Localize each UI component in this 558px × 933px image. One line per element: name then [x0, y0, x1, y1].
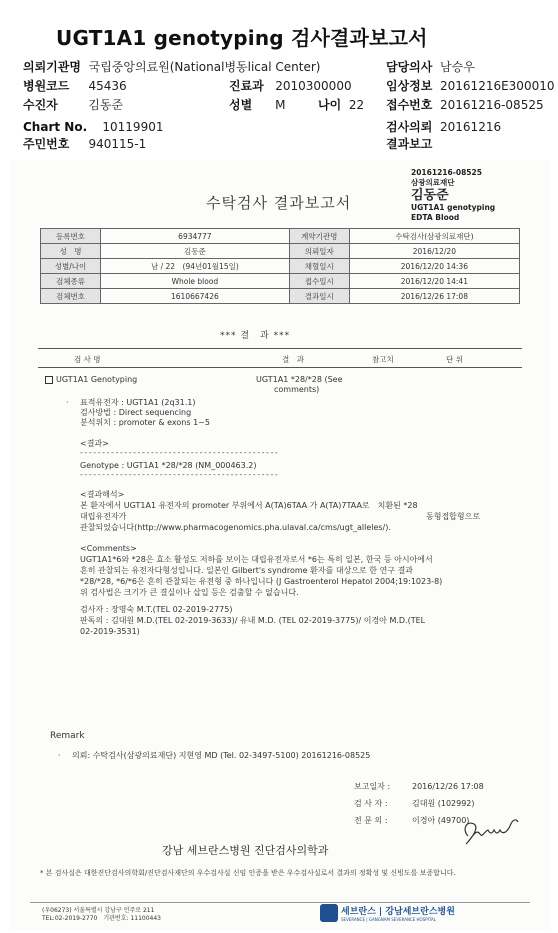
test-checkbox[interactable]	[45, 376, 53, 384]
col-unit: 단 위	[446, 355, 463, 364]
info-label: 검체종류	[41, 274, 101, 289]
info-value: 1610667426	[101, 289, 290, 304]
info-value: Whole blood	[101, 274, 290, 289]
info-label: 계약기관명	[289, 229, 349, 244]
info-label: 의뢰일자	[289, 244, 349, 259]
info-row	[41, 274, 520, 289]
doctor-field: 담당의사 남승우	[386, 60, 475, 74]
test-result-cont: comments)	[274, 385, 320, 394]
remark-label: Remark	[50, 731, 85, 741]
test-method: 검사방법 : Direct sequencing	[80, 408, 192, 417]
info-label: 접수일시	[289, 274, 349, 289]
examiner: 검사자 : 장명숙 M.T.(TEL 02-2019-2775)	[80, 605, 233, 614]
sign-value: 김대원 (102992)	[412, 799, 475, 808]
footer-title: 강남 세브란스병원 진단검사의학과	[162, 844, 329, 857]
sign-value: 2016/12/26 17:08	[412, 782, 484, 791]
report-title: UGT1A1 genotyping 검사결과보고서	[56, 26, 428, 50]
patient-field: 수진자 김동준	[23, 98, 124, 112]
resident-no-field: 주민번호 940115-1	[23, 137, 147, 151]
reader-line: 02-2019-3531)	[80, 627, 140, 636]
receipt-no-field: 접수번호 20161216-08525	[386, 98, 544, 112]
info-value: 2016/12/20 14:36	[349, 259, 519, 274]
exam-request-field: 검사의뢰 20161216	[386, 120, 502, 134]
info-value: 2016/12/20	[349, 244, 519, 259]
age-field: 나이 22	[318, 98, 365, 112]
hospital-code-field: 병원코드 45436	[23, 79, 127, 93]
shield-icon	[320, 904, 338, 922]
comment-line: *28/*28, *6/*6은 흔히 관찰되는 유전형 중 하나입니다 (J Gastroenterol Hepatol 2004;19:1023-8)	[80, 577, 443, 586]
test-result: UGT1A1 *28/*28 (See	[256, 375, 343, 384]
interpretation-line: 동형접합형으로	[426, 512, 481, 521]
clinical-info-field: 임상정보 20161216E300010	[386, 79, 555, 93]
info-value: 2016/12/20 14:41	[349, 274, 519, 289]
divider	[30, 902, 530, 903]
sign-value: 이경아 (49700)	[412, 816, 470, 825]
info-value: 김동준	[101, 244, 290, 259]
chart-no-field: Chart No. 10119901	[23, 120, 164, 134]
analysis-region: 분석위치 : promoter & exons 1~5	[80, 418, 210, 427]
sign-label: 검 사 자 :	[354, 799, 388, 808]
patient-info-table	[40, 228, 520, 304]
address: (우06273) 서울특별시 강남구 언주로 211 TEL:02-2019-2770 기관번호: 11100443	[42, 907, 161, 922]
info-label: 결과일시	[289, 289, 349, 304]
results-heading: *** 결 과 ***	[220, 331, 291, 341]
target-gene: 표적유전자 : UGT1A1 (2q31.1)	[80, 398, 196, 407]
col-reference: 참고치	[372, 355, 394, 364]
sex-field: 성별 M	[229, 98, 286, 112]
specimen-stamp: 20161216-08525 삼광의료재단 김동준 UGT1A1 genotyping EDTA Blood	[411, 168, 496, 222]
reader-line: 판독의 : 김대원 M.D.(TEL 02-2019-3633)/ 유내 M.D. (TEL 02-2019-3775)/ 이경아 M.D.(TEL	[80, 616, 426, 625]
signature-icon	[458, 808, 522, 850]
info-value: 수탁검사(삼광의료재단)	[349, 229, 519, 244]
hospital-logo: 세브란스 | 강남세브란스병원 SEVERANCE | GANGNAM SEVERANCE HOSPITAL	[320, 904, 455, 922]
dash-line: - - - - - - - - - - - - - - - - - - - - - - - - - - - - - - - - - - - - - - - - - - - - -	[80, 470, 278, 479]
info-label: 검체번호	[41, 289, 101, 304]
result-report-field: 결과보고	[386, 137, 433, 151]
info-row	[41, 229, 520, 244]
scanned-report-sheet	[10, 160, 550, 930]
bullet: ·	[66, 398, 69, 407]
info-label: 성 명	[41, 244, 101, 259]
col-test-name: 검 사 명	[74, 355, 101, 364]
sign-label: 전 문 의 :	[354, 816, 388, 825]
divider	[38, 348, 522, 349]
info-row	[41, 244, 520, 259]
comments-label: <Comments>	[80, 544, 137, 553]
comment-line: UGT1A1*6와 *28은 효소 활성도 저하를 보이는 대립유전자로서 *6는 특히 일본, 한국 등 아시아에서	[80, 555, 433, 564]
info-value: 2016/12/26 17:08	[349, 289, 519, 304]
sign-label: 보고일자 :	[354, 782, 391, 791]
dash-line: - - - - - - - - - - - - - - - - - - - - - - - - - - - - - - - - - - - - - - - - - - - - -	[80, 448, 278, 457]
info-label: 성별/나이	[41, 259, 101, 274]
interpretation-label: <결과해석>	[80, 490, 125, 499]
interpretation-line: 관찰되었습니다(http://www.pharmacogenomics.pha.ulaval.ca/cms/ugt_alleles/).	[80, 523, 391, 532]
divider	[38, 367, 522, 368]
sheet-title: 수탁검사 결과보고서	[206, 194, 352, 212]
result-label: <결과>	[80, 439, 109, 448]
comment-line: 위 검사법은 크기가 큰 결실이나 삽입 등은 검출할 수 없습니다.	[80, 588, 299, 597]
remark-text: 의뢰: 수탁검사(삼광의료재단) 지현영 MD (Tel. 02-3497-5100) 20161216-08525	[72, 751, 371, 760]
col-result: 결 과	[282, 355, 304, 364]
info-row	[41, 259, 520, 274]
interpretation-line: 대립유전자가	[80, 512, 127, 521]
bullet: ·	[58, 751, 61, 760]
info-value: 6934777	[101, 229, 290, 244]
institution-field: 의뢰기관명 국립중앙의료원(National병동lical Center)	[23, 60, 321, 74]
info-label: 등록번호	[41, 229, 101, 244]
info-row	[41, 289, 520, 304]
comment-line: 흔히 관찰되는 유전자다형성입니다. 일본인 Gilbert's syndrome 환자를 대상으로 한 연구 결과	[80, 566, 414, 575]
genotype: Genotype : UGT1A1 *28/*28 (NM_000463.2)	[80, 461, 257, 470]
department-field: 진료과 2010300000	[229, 79, 352, 93]
interpretation-line: 본 환자에서 UGT1A1 유전자의 promoter 부위에서 A(TA)6TAA 가 A(TA)7TAA로 치환된 *28	[80, 501, 418, 510]
info-value: 남 / 22 (94년01월15일)	[101, 259, 290, 274]
accreditation-notice: * 본 검사실은 대한진단검사의학회/진단검사재단의 우수검사실 신임 인증을 받은 우수검사실로서 결과의 정확성 및 신빙도를 보증합니다.	[40, 869, 456, 877]
info-label: 채혈일시	[289, 259, 349, 274]
test-name: UGT1A1 Genotyping	[56, 375, 138, 384]
